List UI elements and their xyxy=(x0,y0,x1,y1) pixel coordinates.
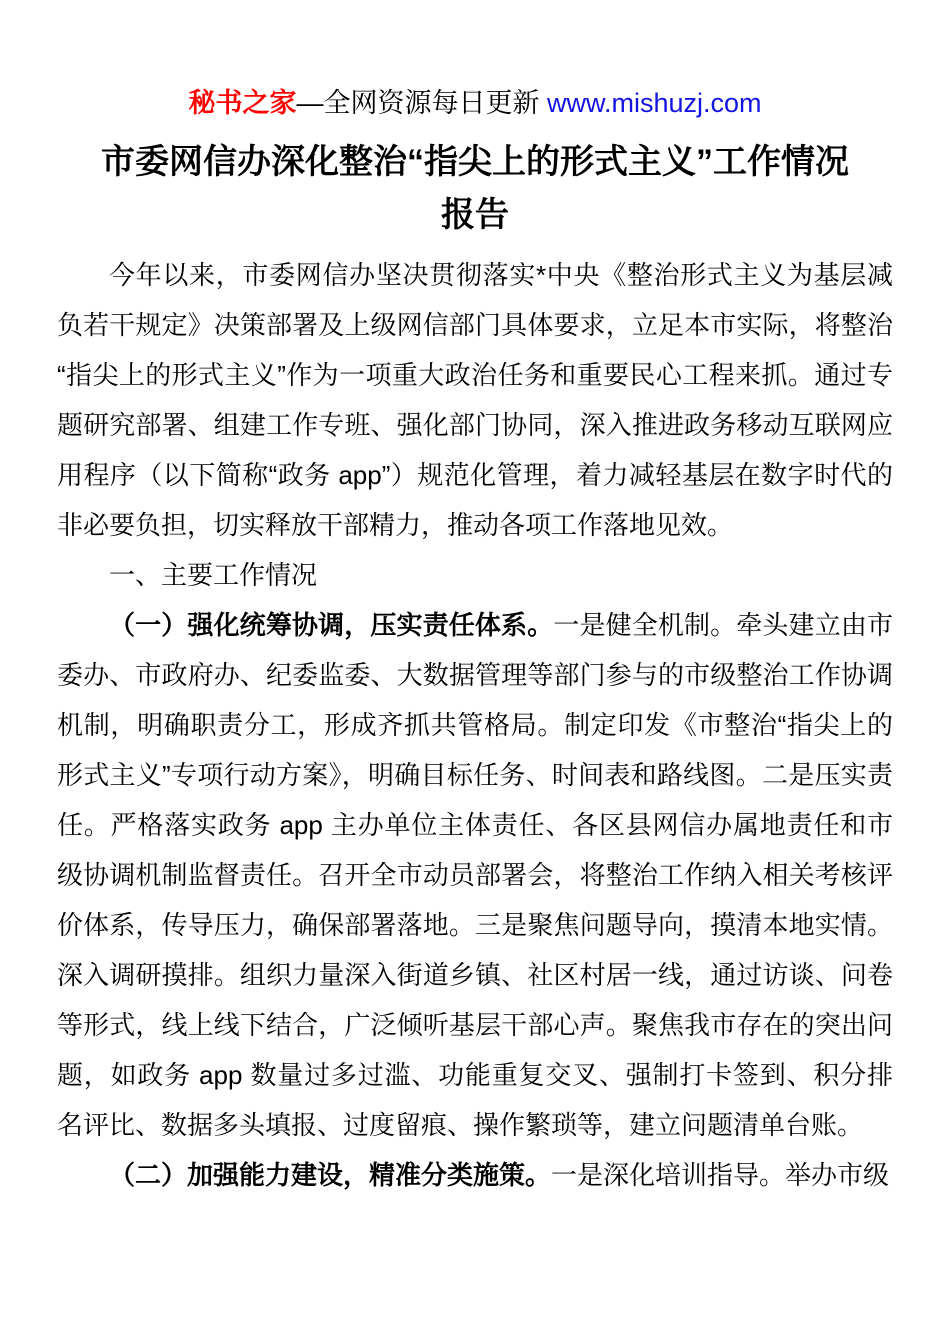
subsection-1-body: 一是健全机制。牵头建立由市委办、市政府办、纪委监委、大数据管理等部门参与的市级整治工作协调机制，明确职责分工，形成齐抓共管格局。制定印发《市整治“指尖上的形式主义”专项行动方案》，明确目标任务、时间表和路线图。二是压实责任。严格落实政务 app 主办单位主体责任、各区县网信办属地责任和市级协调机制监督责任。召开全市动员部署会，将整治工作纳入相关考核评价体系，传导压力，确保部署落地。三是聚焦问题导向，摸清本地实情。深入调研摸排。组织力量深入街道乡镇、社区村居一线，通过访谈、问卷等形式，线上线下结合，广泛倾听基层干部心声。聚焦我市存在的突出问题，如政务 app 数量过多过滥、功能重复交叉、强制打卡签到、积分排名评比、数据多头填报、过度留痕、操作繁琐等，建立问题清单台账。 xyxy=(57,610,893,1140)
site-brand: 秘书之家 xyxy=(188,88,297,118)
page-title-line1: 市委网信办深化整治“指尖上的形式主义”工作情况 xyxy=(101,143,849,181)
paragraph-subsection-1 xyxy=(57,600,893,1150)
page-title-line2: 报告 xyxy=(441,196,509,234)
site-header xyxy=(57,82,893,124)
heading-section-1 xyxy=(57,550,893,600)
site-tagline: —全网资源每日更新 xyxy=(296,88,547,118)
subsection-2-body: 一是深化培训指导。举办市级 xyxy=(551,1160,890,1190)
page-title xyxy=(57,136,893,242)
paragraph-intro-text: 今年以来，市委网信办坚决贯彻落实*中央《整治形式主义为基层减负若干规定》决策部署及上级网信部门具体要求，立足本市实际，将整治“指尖上的形式主义”作为一项重大政治任务和重要民心工程来抓。通过专题研究部署、组建工作专班、强化部门协同，深入推进政务移动互联网应用程序（以下简称“政务 app”）规范化管理，着力减轻基层在数字时代的非必要负担，切实释放干部精力，推动各项工作落地见效。 xyxy=(57,260,893,540)
site-url-link[interactable]: www.mishuzj.com xyxy=(546,88,762,118)
subsection-1-lead: （一）强化统筹协调，压实责任体系。 xyxy=(109,610,554,640)
subsection-2-lead: （二）加强能力建设，精准分类施策。 xyxy=(109,1160,552,1190)
paragraph-intro xyxy=(57,250,893,550)
heading-section-1-text: 一、主要工作情况 xyxy=(109,560,318,590)
paragraph-subsection-2 xyxy=(57,1150,893,1200)
document-body xyxy=(57,250,893,1200)
